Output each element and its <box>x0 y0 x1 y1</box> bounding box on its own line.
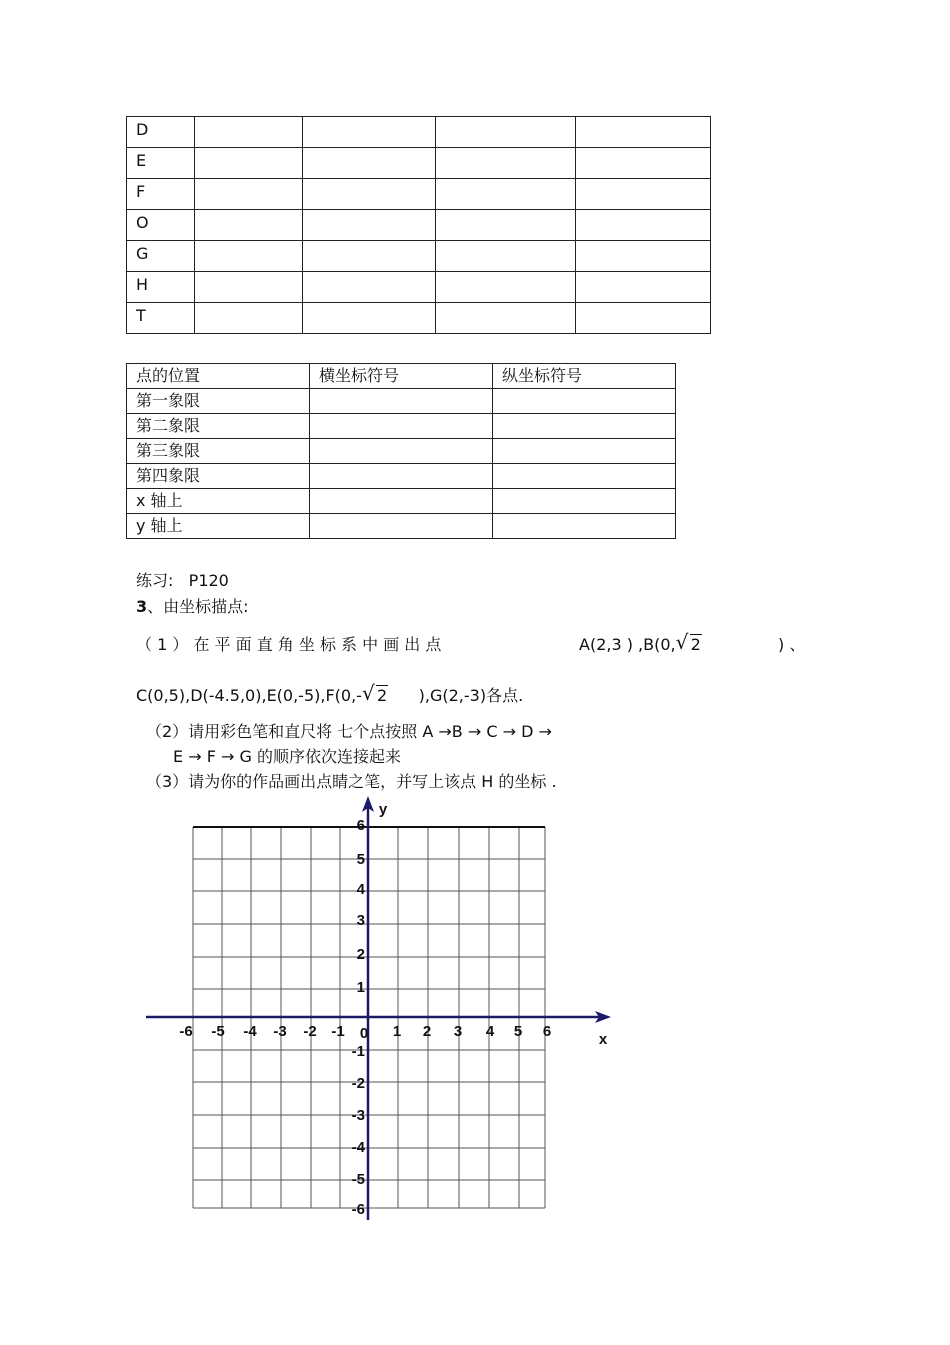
origin-label: 0 <box>359 1025 369 1042</box>
y-tick-label: 5 <box>356 851 365 868</box>
point-label: D <box>127 117 195 148</box>
part2-line1: （2）请用彩色笔和直尺将 七个点按照 A →B → C → D → <box>146 722 552 741</box>
part1-prefix: （ 1 ） 在 平 面 直 角 坐 标 系 中 画 出 点 <box>136 635 442 654</box>
part3: （3）请为你的作品画出点睛之笔，并写上该点 H 的坐标 . <box>146 772 557 791</box>
position-label: 第二象限 <box>127 414 310 439</box>
practice-page: P120 <box>188 571 229 590</box>
part1-end: ) 、 <box>778 635 806 654</box>
point-label: H <box>127 272 195 303</box>
position-label: 第三象限 <box>127 439 310 464</box>
x-tick-label: 6 <box>542 1023 552 1040</box>
sqrt-symbol-2: √ 2 <box>361 681 388 705</box>
x-tick-label: 3 <box>453 1023 463 1040</box>
position-label: 第四象限 <box>127 464 310 489</box>
header-y-sign: 纵坐标符号 <box>493 364 676 389</box>
point-label: G <box>127 241 195 272</box>
point-label: E <box>127 148 195 179</box>
y-tick-label: -5 <box>351 1171 365 1188</box>
x-tick-label: -4 <box>243 1023 257 1040</box>
sqrt-arg: 2 <box>690 635 701 654</box>
sqrt-symbol: √ 2 <box>675 630 701 654</box>
y-tick-label: 2 <box>356 946 365 963</box>
x-tick-label: -3 <box>273 1023 287 1040</box>
header-x-sign: 横坐标符号 <box>310 364 493 389</box>
question-title-text: 、由坐标描点: <box>147 597 249 616</box>
position-label: y 轴上 <box>127 514 310 539</box>
y-tick-label: 4 <box>356 881 365 898</box>
sqrt-arg-2: 2 <box>376 686 388 705</box>
y-tick-label: 6 <box>356 817 365 834</box>
x-tick-label: -5 <box>211 1023 225 1040</box>
y-tick-label: 3 <box>356 912 365 929</box>
y-tick-label: -1 <box>351 1043 365 1060</box>
point-label: T <box>127 303 195 334</box>
part1-line2-b: ),G(2,-3)各点. <box>418 686 524 705</box>
x-axis-label: x <box>598 1031 608 1048</box>
y-tick-label: -2 <box>351 1075 365 1092</box>
part1-points-a: A(2,3 ) ,B(0, <box>579 635 676 654</box>
point-label: O <box>127 210 195 241</box>
question-number: 3 <box>136 597 148 616</box>
part1-line2-a: C(0,5),D(-4.5,0),E(0,-5),F(0,- <box>136 686 362 705</box>
y-tick-label: -4 <box>351 1139 365 1156</box>
x-tick-label: 1 <box>392 1023 402 1040</box>
practice-label-text: 练习: <box>136 571 174 590</box>
header-position: 点的位置 <box>127 364 310 389</box>
position-label: x 轴上 <box>127 489 310 514</box>
y-tick-label: -3 <box>351 1107 365 1124</box>
y-tick-label: 1 <box>356 979 365 996</box>
x-tick-label: -2 <box>303 1023 317 1040</box>
part2-line2: E → F → G 的顺序依次连接起来 <box>173 747 401 766</box>
x-tick-label: 2 <box>422 1023 432 1040</box>
position-label: 第一象限 <box>127 389 310 414</box>
point-label: F <box>127 179 195 210</box>
x-tick-label: 4 <box>485 1023 495 1040</box>
x-tick-label: -6 <box>179 1023 193 1040</box>
y-tick-label: -6 <box>351 1201 365 1218</box>
x-tick-label: -1 <box>331 1023 345 1040</box>
x-tick-label: 5 <box>513 1023 523 1040</box>
y-axis-label: y <box>378 801 388 818</box>
